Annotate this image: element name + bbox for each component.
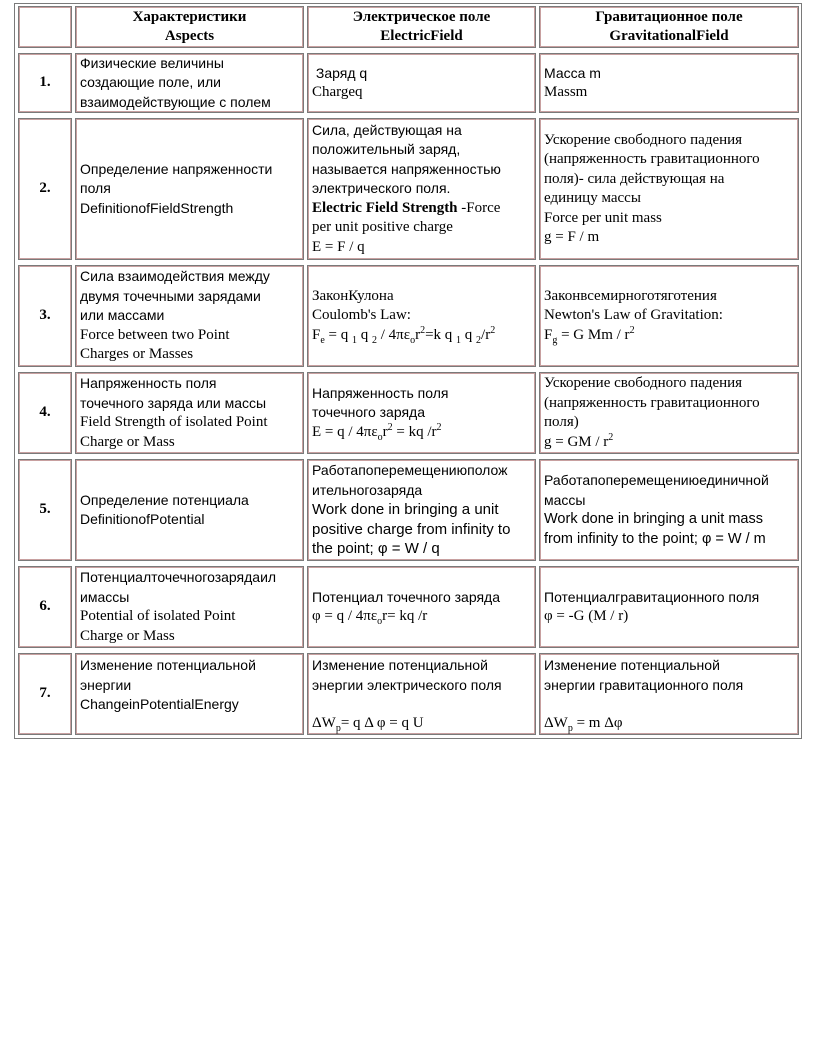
grav-line: Force per unit mass bbox=[544, 209, 662, 226]
header-electric-en: ElectricField bbox=[380, 28, 463, 44]
electric-line: Заряд q bbox=[312, 64, 368, 81]
aspect-line: Потенциалточечногозарядаил bbox=[80, 569, 277, 585]
grav-line: Massm bbox=[544, 84, 588, 100]
point-charge-potential-formula: $\varphi = q / 4\pi\varepsilon_or=$ kq /r bbox=[312, 608, 428, 627]
row-number-text: 1. bbox=[39, 74, 51, 91]
row-2-number bbox=[18, 118, 72, 260]
row-1-gravitational bbox=[539, 53, 799, 113]
grav-line: Изменение потенциальной bbox=[544, 657, 720, 673]
aspect-line: Charge or Mass bbox=[80, 433, 175, 450]
grav-line: поля)- сила действующая на bbox=[544, 170, 725, 187]
grav-line: (напряженность гравитационного bbox=[544, 151, 760, 167]
row-number-text: 7. bbox=[39, 685, 51, 702]
electric-line: Сила, действующая на bbox=[312, 121, 462, 138]
electric-line: Work done in bringing a unit bbox=[312, 501, 499, 519]
row-4-gravitational bbox=[539, 372, 799, 454]
row-7-electric bbox=[307, 653, 536, 735]
electric-line: Chargeq bbox=[312, 84, 363, 100]
electric-line: Coulomb's Law: bbox=[312, 307, 411, 324]
row-number-text: 4. bbox=[39, 404, 51, 421]
row-7-aspect bbox=[75, 653, 304, 735]
electric-formula: E = F / q bbox=[312, 238, 365, 255]
point-mass-field-formula: g = GM / $r^2$ bbox=[544, 431, 614, 450]
row-7-gravitational bbox=[539, 653, 799, 735]
grav-formula: φ = -G (M / r) bbox=[544, 608, 629, 624]
aspect-line: энергии bbox=[80, 676, 132, 693]
aspect-line: точечного заряда или массы bbox=[80, 394, 267, 411]
electric-line: Работапоперемещениюполож bbox=[312, 462, 508, 479]
row-3-number bbox=[18, 265, 72, 367]
header-gravitational-en: GravitationalField bbox=[609, 28, 729, 44]
row-6-gravitational bbox=[539, 566, 799, 648]
row-number-text: 2. bbox=[39, 180, 51, 197]
grav-line: Ускорение свободного падения bbox=[544, 131, 743, 148]
header-aspects bbox=[75, 6, 304, 48]
row-3-aspect bbox=[75, 265, 304, 367]
aspect-line: Изменение потенциальной bbox=[80, 657, 256, 673]
row-5-electric bbox=[307, 459, 536, 561]
aspect-line: имассы bbox=[80, 588, 130, 605]
row-1-number bbox=[18, 53, 72, 113]
grav-line: Ускорение свободного падения bbox=[544, 375, 743, 391]
row-2-electric bbox=[307, 118, 536, 260]
electric-bold-term: Electric Field Strength bbox=[312, 199, 458, 216]
row-6-number bbox=[18, 566, 72, 648]
row-1-electric bbox=[307, 53, 536, 113]
electric-line: точечного заряда bbox=[312, 404, 426, 421]
header-electric-ru: Электрическое поле bbox=[352, 8, 491, 25]
row-6-aspect bbox=[75, 566, 304, 648]
row-3-electric bbox=[307, 265, 536, 367]
aspect-line: Физические величины bbox=[80, 54, 224, 71]
electric-line: называется напряженностью bbox=[312, 160, 501, 177]
grav-line: Потенциалгравитационного поля bbox=[544, 588, 760, 605]
row-number-text: 5. bbox=[39, 501, 51, 518]
aspect-line: взаимодействующие с полем bbox=[80, 93, 271, 110]
point-charge-field-formula: $E = q / 4\pi\varepsilon_or^2$ = kq $/r^2$ bbox=[312, 421, 442, 443]
grav-line: Работапоперемещениюединичной bbox=[544, 472, 769, 488]
grav-line: from infinity to the point; φ = W / m bbox=[544, 530, 766, 547]
aspect-line: ChangeinPotentialEnergy bbox=[80, 696, 239, 712]
aspect-line: Force between two Point bbox=[80, 326, 230, 343]
row-3-gravitational bbox=[539, 265, 799, 367]
grav-formula: g = F / m bbox=[544, 229, 600, 245]
coulomb-formula: $F_e = q$ $_1$ q $_2 / 4\pi\varepsilon_or^2=k$ q $_1$ q $_2/r^2$ bbox=[312, 324, 496, 346]
row-4-electric bbox=[307, 372, 536, 454]
row-6-electric bbox=[307, 566, 536, 648]
electric-line: per unit positive charge bbox=[312, 219, 453, 236]
grav-line: Масса m bbox=[544, 64, 601, 81]
aspect-line: Charge or Mass bbox=[80, 627, 175, 644]
row-1-aspect bbox=[75, 53, 304, 113]
grav-line: Законвсемирноготяготения bbox=[544, 287, 717, 304]
grav-line: поля) bbox=[544, 414, 579, 430]
aspect-line: или массами bbox=[80, 307, 165, 324]
row-7-number bbox=[18, 653, 72, 735]
aspect-line: Field Strength of isolated Point bbox=[80, 414, 268, 430]
row-number-text: 3. bbox=[39, 307, 51, 324]
aspect-line: Напряженность поля bbox=[80, 375, 217, 391]
electric-line: positive charge from infinity to bbox=[312, 520, 511, 538]
aspect-line: поля bbox=[80, 180, 111, 197]
electric-line: энергии электрического поля bbox=[312, 676, 502, 693]
aspect-line: Определение напряженности bbox=[80, 160, 273, 177]
grav-line: Work done in bringing a unit mass bbox=[544, 511, 763, 527]
row-4-aspect bbox=[75, 372, 304, 454]
electric-line: Напряженность поля bbox=[312, 384, 449, 401]
header-aspects-ru: Характеристики bbox=[132, 8, 247, 25]
row-2-gravitational bbox=[539, 118, 799, 260]
electric-energy-change-formula: $\Delta W_p= q$ Δ φ = q U bbox=[312, 714, 424, 734]
aspect-line: DefinitionofFieldStrength bbox=[80, 199, 234, 216]
grav-energy-change-formula: $\Delta W_p = m$ Δφ bbox=[544, 714, 623, 734]
row-5-gravitational bbox=[539, 459, 799, 561]
aspect-line: Определение потенциала bbox=[80, 491, 249, 508]
electric-line: ительногозаряда bbox=[312, 481, 423, 498]
row-4-number bbox=[18, 372, 72, 454]
row-2-aspect bbox=[75, 118, 304, 260]
header-gravitational-ru: Гравитационное поле bbox=[595, 8, 743, 25]
grav-line: единицу массы bbox=[544, 190, 641, 206]
row-number-text: 6. bbox=[39, 598, 51, 615]
aspect-line: DefinitionofPotential bbox=[80, 511, 205, 527]
row-5-number bbox=[18, 459, 72, 561]
row-5-aspect bbox=[75, 459, 304, 561]
electric-line: электрического поля. bbox=[312, 180, 451, 197]
header-gravitational bbox=[539, 6, 799, 48]
aspect-line: создающие поле, или bbox=[80, 74, 221, 91]
grav-line: Newton's Law of Gravitation: bbox=[544, 307, 723, 324]
aspect-line: Сила взаимодействия между bbox=[80, 268, 270, 285]
header-electric bbox=[307, 6, 536, 48]
header-aspects-en: Aspects bbox=[164, 28, 215, 44]
header-number-cell bbox=[18, 6, 72, 48]
electric-line: the point; φ = W / q bbox=[312, 540, 440, 558]
electric-line: положительный заряд, bbox=[312, 141, 461, 158]
electric-line: Изменение потенциальной bbox=[312, 657, 488, 673]
grav-line: массы bbox=[544, 491, 586, 508]
grav-line: (напряженность гравитационного bbox=[544, 394, 760, 411]
aspect-line: Charges or Masses bbox=[80, 346, 194, 363]
aspect-line: Potential of isolated Point bbox=[80, 608, 236, 624]
electric-line: ЗаконКулона bbox=[312, 287, 394, 304]
electric-line: -Force bbox=[457, 199, 501, 216]
aspect-line: двумя точечными зарядами bbox=[80, 287, 261, 304]
grav-line: энергии гравитационного поля bbox=[544, 676, 744, 693]
newton-formula: $F_g = G$ Mm / $r^2$ bbox=[544, 324, 635, 346]
electric-line: Потенциал точечного заряда bbox=[312, 588, 501, 605]
